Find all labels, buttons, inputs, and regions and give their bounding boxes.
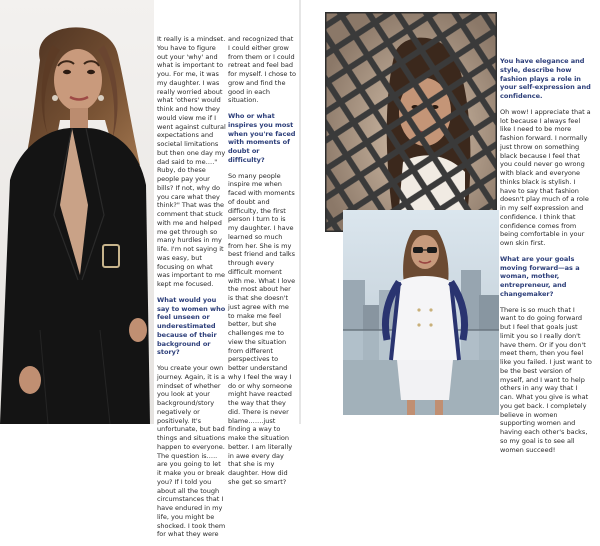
question-heading: What are your goals moving forward—as a woman, mother, entrepreneur, and changemaker? xyxy=(500,254,580,298)
body-paragraph: It really is a mindset. You have to figure out your 'why' and what is important to you. For me, it was my daughter. I was really worried about what 'others' would think and how they would view me if I went against cultural expectations and societal limitations but then one day my dad said to me…." Ruby, do these people pay your bills? If not, why do you care what they think?" That was the comment that stuck with me and helped me get through so many hurdles in my life. I'm not saying it was easy, but focusing on what was important to me kept me focused. xyxy=(157,35,226,288)
question-heading: What would you say to women who feel unseen or underestimated because of their background or story? xyxy=(157,295,226,357)
body-paragraph: Oh wow! I appreciate that a lot because I always feel like I need to be more fashion forward. I normally just throw on something black because I feel that you could never go wrong with black and everyone thinks black is stylish. I have to say that fashion doesn't play much of a role in my self expression and confidence. I think that confidence comes from being comfortable in your own skin first. xyxy=(500,107,591,247)
body-paragraph: and recognized that I could either grow from them or I could retreat and feel bad for myself. I chose to grow and find the good in each situation. xyxy=(228,35,297,105)
question-heading: You have elegance and style, describe how fashion plays a role in your self-expression and confidence. xyxy=(500,57,591,100)
portrait-photo-black-suit xyxy=(0,0,154,424)
left-page xyxy=(0,0,299,539)
window-frame-portrait-photo xyxy=(325,12,497,232)
question-heading: Who or what inspires you most when you're faced with moments of doubt or difficulty? xyxy=(228,112,296,164)
right-page xyxy=(301,0,600,454)
city-balcony-photo-white-suit xyxy=(343,210,499,415)
body-paragraph: There is so much that I want to do going forward but I feel that goals just limit you so I really don't have them. Or if you don't meet them, then you feel like you failed. I just want to be the best version of myself, and I want to help others in any way that I can. What you give is what you get back. I completely believe in women supporting women and having each other's backs, so my goal is to see all women succeed! xyxy=(500,305,592,454)
left-text-column-2 xyxy=(228,35,296,494)
body-paragraph: You create your own journey. Again, it is a mindset of whether you look at your background/story negatively or positively. It's unfortunate, but bad things and situations happen to everyone. The question is….. are you going to let it make you or break you? If I told you about all the tough circumstances that I have endured in my life, you might be shocked. I took them for what they were xyxy=(157,364,226,539)
left-text-column-1 xyxy=(157,35,226,546)
right-text-column xyxy=(500,57,592,461)
body-paragraph: So many people inspire me when faced with moments of doubt and difficulty, the first person I turn to is my daughter. I have learned so much from her. She is my best friend and talks through every difficult moment with me. What I love the most about her is that she doesn't just agree with me to make me feel better, but she challenges me to view the situation from different perspectives to better understand why I feel the way I do or why someone might have reacted the way that they did. There is never blame…….just finding a way to make the situation better. I am literally in awe every day that she is my daughter. How did she get so smart? xyxy=(228,171,296,486)
